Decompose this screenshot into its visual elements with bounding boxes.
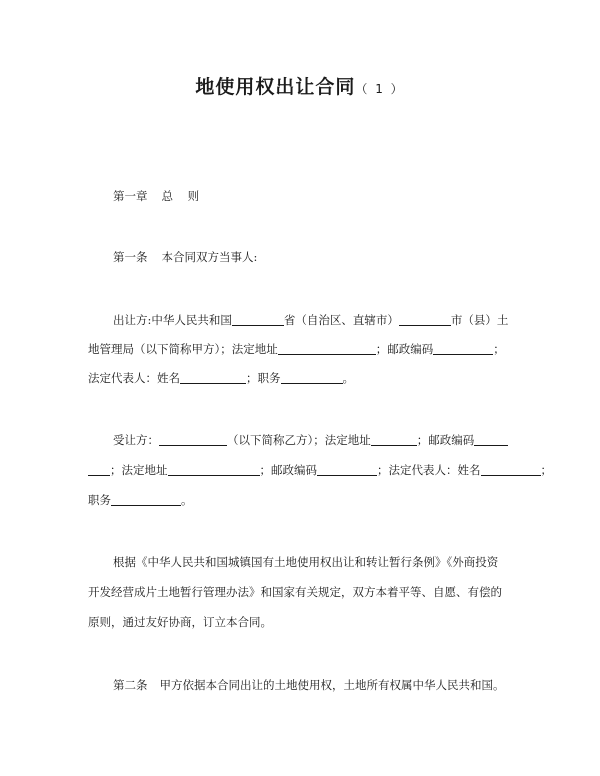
grantor-line-3 (88, 370, 354, 386)
grantor-line-2 (88, 341, 505, 357)
grantor-postcode-blank (433, 342, 493, 355)
grantee-postcode2-label: ；邮政编码 (259, 463, 317, 477)
grantor-line-3-end: 。 (342, 371, 354, 385)
grantee-label: 受让方： (113, 433, 159, 447)
article-1-text: 本合同双方当事人: (161, 250, 258, 264)
grantee-rep-name-blank (481, 463, 541, 476)
article-1 (113, 249, 257, 265)
grantor-postcode-label: ；邮政编码 (375, 342, 434, 356)
grantor-rep-title-label: ；职务 (246, 371, 281, 385)
province-label: 省（自治区、直辖市） (283, 313, 399, 327)
city-label: 市（县）土 (450, 313, 509, 327)
grantee-postcode-label: ；邮政编码 (416, 433, 475, 447)
basis-line-1: 根据《中华人民共和国城镇国有土地使用权出让和转让暂行条例》《外商投资 (113, 555, 499, 569)
title-suffix: （ 1 ） (355, 82, 405, 96)
grantee-name-blank (159, 433, 227, 446)
article-1-label: 第一条 (113, 250, 148, 264)
grantee-postcode2-blank (317, 463, 377, 476)
grantee-rep-title-blank (111, 493, 181, 506)
grantee-rep-name-label: ；法定代表人：姓名 (377, 463, 481, 477)
title-text: 地使用权出让合同 (195, 76, 356, 98)
chapter-heading (113, 188, 199, 204)
document-title (0, 72, 600, 99)
grantor-rep-name-blank (180, 371, 246, 384)
grantee-address-blank (371, 433, 417, 446)
grantee-address2-blank (168, 463, 260, 476)
grantor-line-2-end: ； (493, 342, 505, 356)
grantee-line-2-end: ； (540, 463, 552, 477)
basis-line-2: 开发经营成片土地暂行管理办法》和国家有关规定，双方本着平等、自愿、有偿的 (88, 585, 502, 599)
grantee-line-3-end: 。 (181, 493, 193, 507)
grantor-address-label: 地管理局（以下简称甲方）；法定地址 (88, 342, 278, 356)
chapter-name: 总 则 (161, 189, 200, 203)
grantee-address-label: （以下简称乙方）；法定地址 (227, 433, 371, 447)
grantee-postcode-blank-cont (88, 463, 110, 476)
grantee-address2-label: ；法定地址 (110, 463, 168, 477)
article-2-text: 甲方依据本合同出让的土地使用权，土地所有权属中华人民共和国。 (159, 678, 505, 692)
article-2-label: 第二条 (113, 678, 148, 692)
grantee-line-3 (88, 492, 193, 508)
grantor-rep-title-blank (281, 371, 343, 384)
basis-line-3: 原则，通过友好协商，订立本合同。 (88, 615, 272, 629)
grantor-address-blank (278, 342, 376, 355)
chapter-label: 第一章 (113, 189, 148, 203)
article-2 (113, 677, 505, 693)
city-blank (399, 313, 451, 326)
grantor-line-1 (113, 312, 508, 328)
grantor-rep-name-label: 法定代表人：姓名 (88, 371, 180, 385)
grantor-country-label: 出让方:中华人民共和国 (113, 313, 232, 327)
province-blank (232, 313, 284, 326)
grantee-rep-title-label: 职务 (88, 493, 111, 507)
grantee-line-1 (113, 432, 508, 448)
grantee-postcode-blank (474, 433, 508, 446)
grantee-line-2 (88, 462, 552, 478)
